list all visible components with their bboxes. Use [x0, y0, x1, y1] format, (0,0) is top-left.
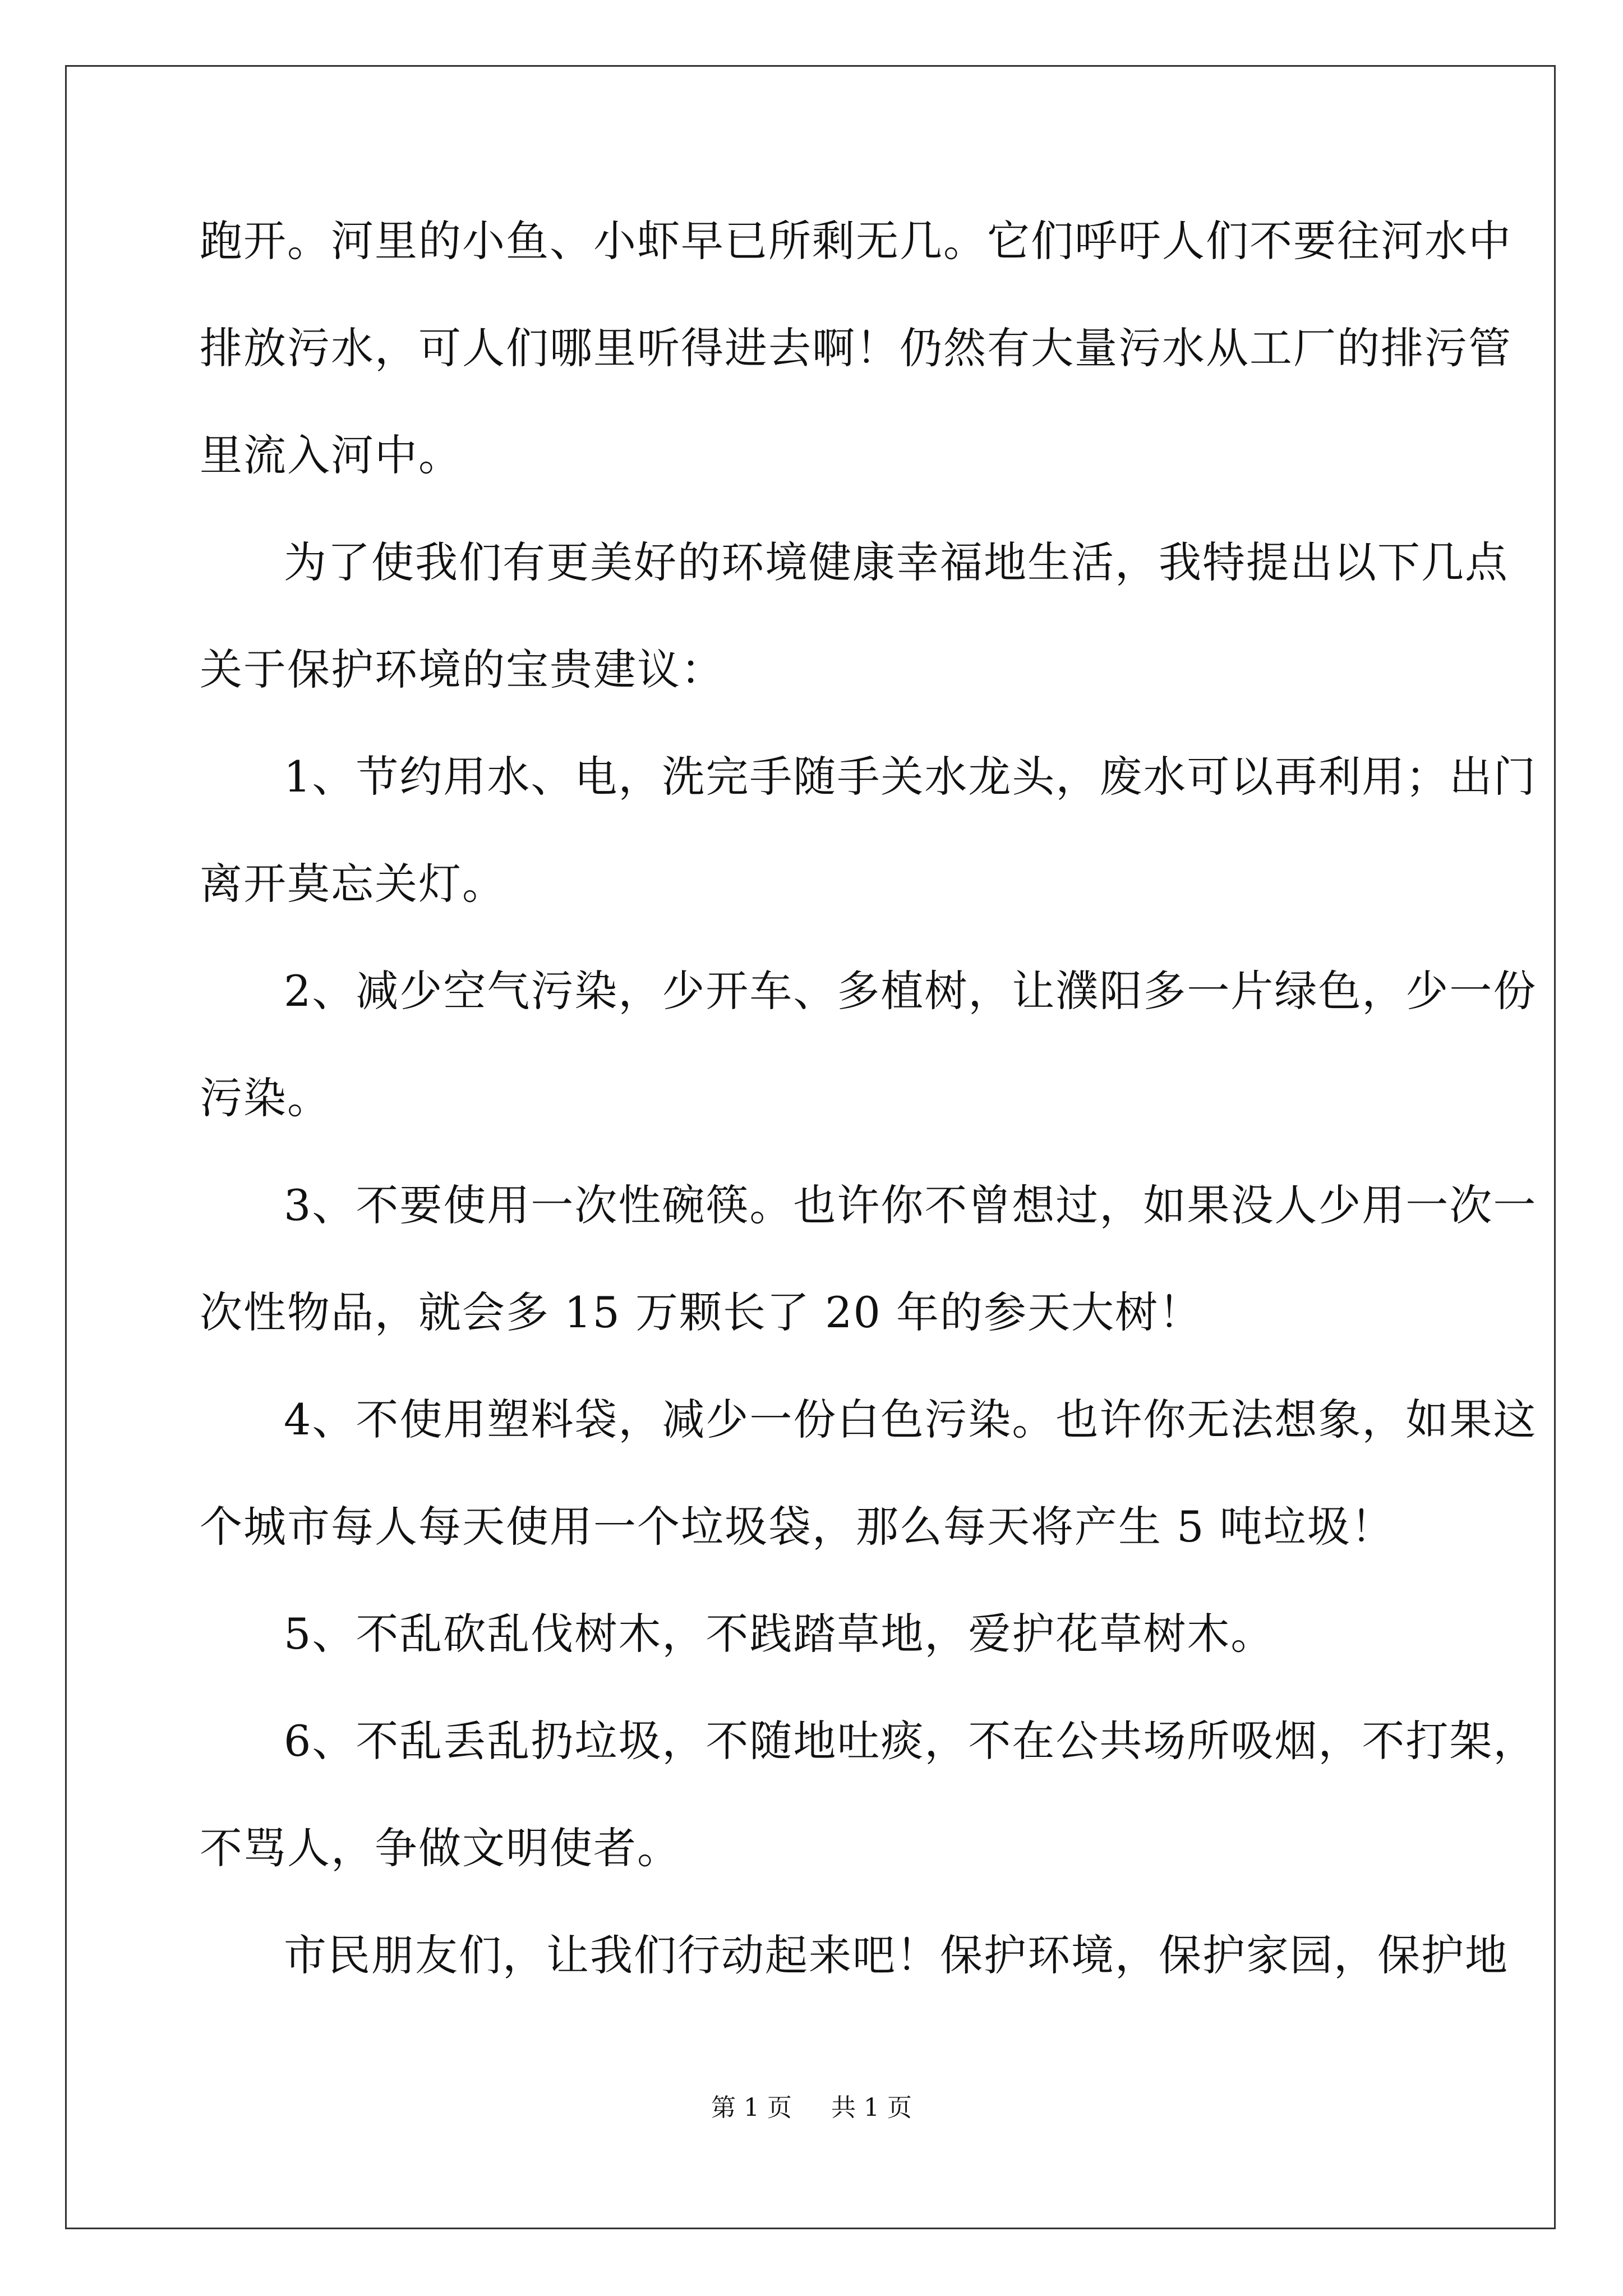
text-line: 6、不乱丢乱扔垃圾，不随地吐痰，不在公共场所吸烟，不打架，: [284, 1716, 1537, 1766]
text-line: 排放污水，可人们哪里听得进去啊！仍然有大量污水从工厂的排污管: [200, 323, 1512, 373]
text-line: 次性物品，就会多 15 万颗长了 20 年的参天大树！: [200, 1287, 1203, 1337]
page-footer: [0, 2091, 1623, 2125]
text-line: 为了使我们有更美好的环境健康幸福地生活，我特提出以下几点: [284, 537, 1509, 587]
document-body: [200, 213, 1537, 2035]
text-line: 3、不要使用一次性碗筷。也许你不曾想过，如果没人少用一次一: [284, 1180, 1537, 1230]
text-line: 个城市每人每天使用一个垃圾袋，那么每天将产生 5 吨垃圾！: [200, 1502, 1395, 1552]
text-line: 4、不使用塑料袋，减少一份白色污染。也许你无法想象，如果这: [284, 1395, 1537, 1444]
text-line: 跑开。河里的小鱼、小虾早已所剩无几。它们呼吁人们不要往河水中: [200, 216, 1512, 266]
text-line: 市民朋友们，让我们行动起来吧！保护环境，保护家园，保护地: [284, 1930, 1509, 1980]
text-line: 1、节约用水、电，洗完手随手关水龙头，废水可以再利用；出门: [284, 752, 1537, 802]
text-line: 2、减少空气污染，少开车、多植树，让濮阳多一片绿色，少一份: [284, 966, 1537, 1016]
text-line: 关于保护环境的宝贵建议：: [200, 645, 725, 694]
text-line: 里流入河中。: [200, 430, 462, 480]
text-line: 离开莫忘关灯。: [200, 859, 506, 909]
page-number-total: 共 1 页: [831, 2093, 912, 2122]
text-line: 5、不乱砍乱伐树木，不践踏草地，爱护花草树木。: [284, 1609, 1275, 1659]
text-line: 不骂人，争做文明使者。: [200, 1823, 681, 1873]
text-line: 污染。: [200, 1073, 331, 1123]
page-number-current: 第 1 页: [711, 2093, 792, 2122]
